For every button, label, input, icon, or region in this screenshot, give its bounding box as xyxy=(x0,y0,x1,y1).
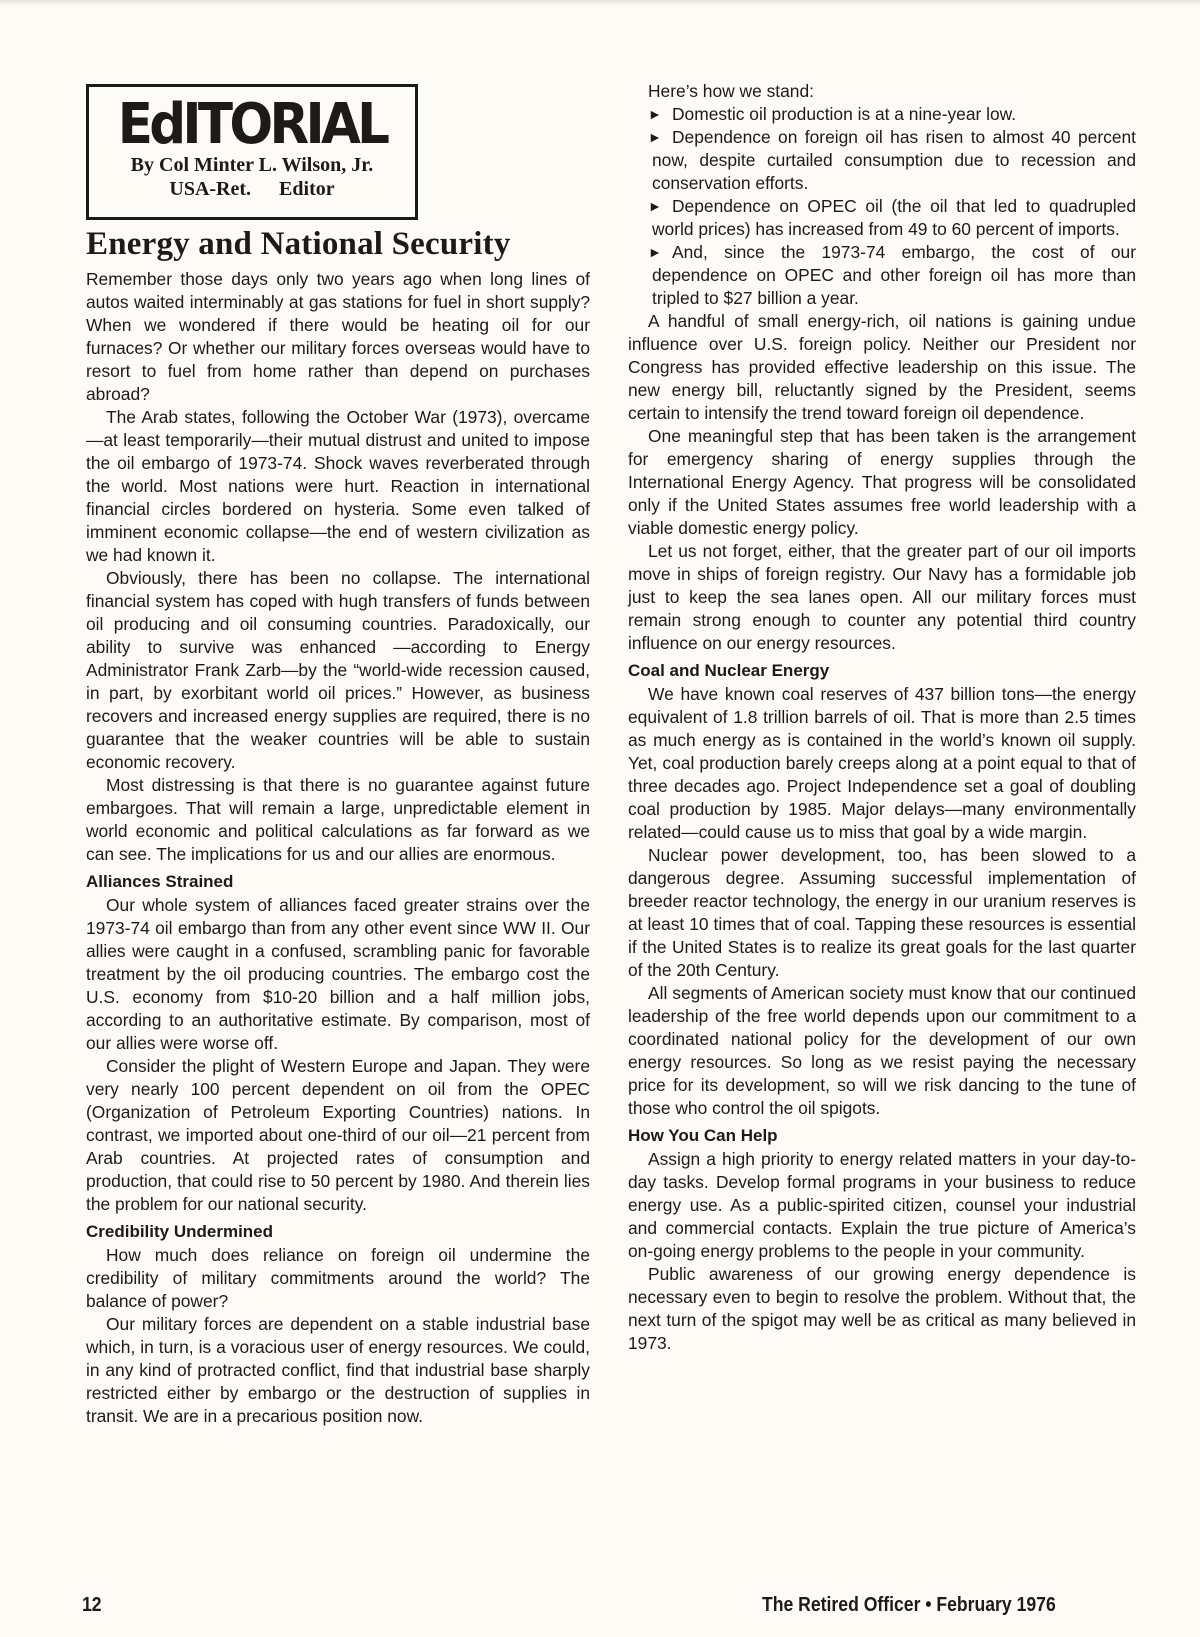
paragraph: We have known coal reserves of 437 billion tons—the energy equivalent of 1.8 trillion barrels of oil. That is more than 2.5 times as much energy as is contained in the world’s known oil supply. Yet, coal production barely creeps along at a point equal to that of three decades ago. Project Independence set a goal of doubling coal production by 1985. Major delays—many environmentally related—could cause us to miss that goal by a wide margin. xyxy=(628,684,1136,842)
paragraph: Consider the plight of Western Europe and Japan. They were very nearly 100 percent dependent on oil from the OPEC (Organization of Petroleum Exporting Countries) nations. In contrast, we imported about one-third of our oil—21 percent from Arab countries. At projected rates of consumption and production, that could rise to 50 percent by 1980. And therein lies the problem for our national security. xyxy=(86,1056,590,1214)
right-column xyxy=(628,80,1136,1355)
bullet-arrow-icon: ► xyxy=(648,129,662,145)
paragraph: Most distressing is that there is no guarantee against future embargoes. That will remain a large, unpredictable element in world economic and political calculations as far forward as we can see. The implications for us and our allies are enormous. xyxy=(86,775,590,864)
bullet-item xyxy=(628,195,1136,241)
bullet-arrow-icon: ► xyxy=(648,106,662,122)
byline-author: By Col Minter L. Wilson, Jr. xyxy=(130,154,374,176)
paragraph: Nuclear power development, too, has been slowed to a dangerous degree. Assuming successful implementation of breeder reactor technology, the energy in our uranium reserves is at least 10 times that of coal. Tapping these resources is essential if the United States is to realize its great goals for the last quarter of the 20th Century. xyxy=(628,845,1136,980)
section-heading: Alliances Strained xyxy=(86,872,234,891)
editorial-masthead xyxy=(86,84,418,220)
paragraph: All segments of American society must know that our continued leadership of the free world depends upon our commitment to a coordinated national policy for the development of our own energy resources. So long as we resist paying the necessary price for its development, so will we risk dancing to the tune of those who control the oil spigots. xyxy=(628,983,1136,1118)
bullet-item xyxy=(628,103,1136,126)
paragraph: Obviously, there has been no collapse. The international financial system has coped with hugh transfers of funds between oil producing and oil consuming countries. Paradoxically, our ability to survive was enhanced —according to Energy Administrator Frank Zarb—by the “world-wide recession caused, in part, by exorbitant world oil prices.” However, as business recovers and increased energy supplies are required, there is no guarantee that the weaker countries will be able to sustain economic recovery. xyxy=(86,568,590,772)
bullet-arrow-icon: ► xyxy=(648,198,662,214)
paragraph: One meaningful step that has been taken is the arrangement for emergency sharing of energy supplies through the International Energy Agency. That progress will be consolidated only if the United States assumes free world leadership with a viable domestic energy policy. xyxy=(628,426,1136,538)
paragraph: Our military forces are dependent on a stable industrial base which, in turn, is a voracious user of energy resources. We could, in any kind of protracted conflict, find that industrial base sharply restricted either by embargo or the destruction of supplies in transit. We are in a precarious position now. xyxy=(86,1314,590,1426)
bullet-arrow-icon: ► xyxy=(648,244,662,260)
bullet-item xyxy=(628,126,1136,195)
bullet-text: And, since the 1973-74 embargo, the cost of our dependence on OPEC and other foreign oil has more than tripled to $27 billion a year. xyxy=(652,242,1136,308)
bullet-item xyxy=(628,241,1136,310)
section-heading: Credibility Undermined xyxy=(86,1222,274,1241)
page-number: 12 xyxy=(82,1594,102,1616)
paragraph: Here’s how we stand: xyxy=(648,81,814,101)
byline-role xyxy=(89,177,415,201)
bullet-text: Dependence on foreign oil has risen to almost 40 percent now, despite curtailed consumption due to recession and conservation efforts. xyxy=(652,127,1136,193)
paragraph: Assign a high priority to energy related matters in your day-to-day tasks. Develop formal programs in your business to reduce energy use. As a public-spirited citizen, counsel your industrial and commercial contacts. Explain the true picture of America’s on-going energy problems to the people in your community. xyxy=(628,1149,1136,1261)
paragraph: Our whole system of alliances faced greater strains over the 1973-74 oil embargo than from any other event since WW II. Our allies were caught in a confused, scrambling panic for favorable treatment by the oil producing countries. The embargo cost the U.S. economy from $10-20 billion and a half million jobs, according to an authoritative estimate. By comparison, most of our allies were worse off. xyxy=(86,895,590,1053)
editorial-logo: EdITORIAL xyxy=(117,92,387,157)
page-edge xyxy=(0,0,1200,6)
publication-footer: The Retired Officer • February 1976 xyxy=(762,1594,1056,1616)
section-heading: Coal and Nuclear Energy xyxy=(628,661,830,680)
article-title: Energy and National Security xyxy=(86,226,511,262)
byline-service: USA-Ret. xyxy=(169,178,252,200)
section-heading: How You Can Help xyxy=(628,1126,778,1145)
left-column xyxy=(86,268,590,1428)
paragraph: How much does reliance on foreign oil undermine the credibility of military commitments around the world? The balance of power? xyxy=(86,1245,590,1311)
bullet-text: Dependence on OPEC oil (the oil that led to quadrupled world prices) has increased from 49 to 60 percent of imports. xyxy=(652,196,1136,239)
paragraph: A handful of small energy-rich, oil nations is gaining undue influence over U.S. foreign policy. Neither our President nor Congress has provided effective leadership on this issue. The new energy bill, reluctantly signed by the President, seems certain to intensify the trend toward foreign oil dependence. xyxy=(628,311,1136,423)
bullet-text: Domestic oil production is at a nine-year low. xyxy=(672,104,1017,124)
paragraph: Remember those days only two years ago when long lines of autos waited interminably at gas stations for fuel in short supply? When we wondered if there would be heating oil for our furnaces? Or whether our military forces overseas would have to resort to fuel from home rather than depend on purchases abroad? xyxy=(86,269,590,404)
paragraph: Let us not forget, either, that the greater part of our oil imports move in ships of foreign registry. Our Navy has a formidable job just to keep the sea lanes open. All our military forces must remain strong enough to counter any potential third country influence on our energy resources. xyxy=(628,541,1136,653)
byline-title: Editor xyxy=(279,178,335,200)
paragraph: The Arab states, following the October War (1973), overcame—at least temporarily—their mutual distrust and united to impose the oil embargo of 1973-74. Shock waves reverberated through the world. Most nations were hurt. Reaction in international financial circles bordered on hysteria. Some even talked of imminent economic collapse—the end of western civilization as we had known it. xyxy=(86,407,590,565)
paragraph: Public awareness of our growing energy dependence is necessary even to begin to resolve the problem. Without that, the next turn of the spigot may well be as critical as many believed in 1973. xyxy=(628,1264,1136,1353)
